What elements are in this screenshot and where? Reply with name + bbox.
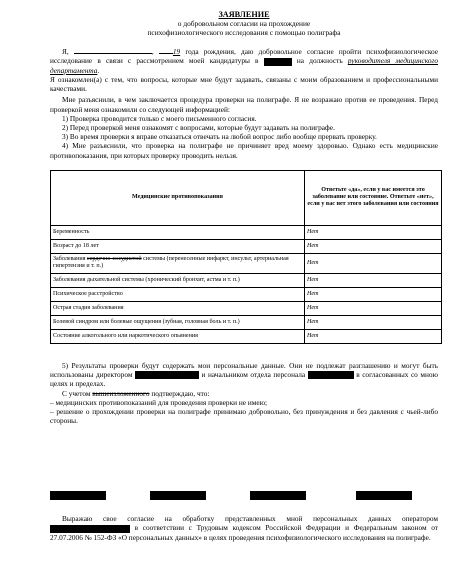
table-cell-condition: Беременность <box>51 225 305 239</box>
table-cell-condition: Психическое расстройство <box>51 287 305 301</box>
document-subtitle-line1: о добровольном согласии на прохождение <box>177 19 311 29</box>
confirm-item-2: – решение о прохождении проверки на полиграфе принимаю добровольно, без принуждения и без давления с чьей-либо стороны. <box>50 406 438 426</box>
table-row <box>51 301 442 315</box>
document-title: ЗАЯВЛЕНИЕ <box>218 10 270 19</box>
confirm-item-1: – медицинских противопоказаний для проведения проверки не имею; <box>50 397 268 407</box>
paragraph-personal-data: 5) Результаты проверки будут содержать мои персональные данные. Они не подлежат разглашению и могут быть использованы директором и начальником отдела персонала в согласованных со мною целях и пределах. <box>50 360 438 389</box>
table-header-answer-instructions: Ответьте «да», если у вас имеется это заболевание или состояние. Ответьте «нет», если у вас нет этого заболевания или состояния <box>305 170 442 225</box>
table-cell-answer: Нет <box>305 273 442 287</box>
table-cell-condition: Заболевания дыхательной системы (хронический бронхит, астма и т. п.) <box>51 273 305 287</box>
table-cell-answer: Нет <box>305 315 442 329</box>
signature-row <box>0 491 460 501</box>
paragraph-confirm: С учетом вышеизложенного подтверждаю, что: <box>62 388 210 398</box>
birth-day-blank <box>159 46 173 54</box>
document-subtitle-line2: психофизиологического исследования с помощью полиграфа <box>147 28 341 38</box>
table-cell-answer: Нет <box>305 225 442 239</box>
info-item-3: 3) Во время проверки я вправе отказаться отвечать на любой вопрос либо вообще прервать проверку. <box>62 132 377 142</box>
table-cell-answer: Нет <box>305 301 442 315</box>
redacted-operator <box>50 525 130 533</box>
table-cell-condition: Острая стадия заболевания <box>51 301 305 315</box>
table-cell-condition: Болевой синдром или болевые ощущения (зубная, головная боль и т. п.) <box>51 315 305 329</box>
table-row <box>51 287 442 301</box>
redacted-organization <box>264 58 292 66</box>
table-row <box>51 329 442 343</box>
consent-paragraph-block <box>50 514 438 542</box>
table-cell-condition: Заболевания сердечно-сосудистой системы (перенесенные инфаркт, инсульт, артериальная гипертензия и т. п.) <box>51 253 305 273</box>
table-cell-condition: Состояние алкогольного или наркотического опьянения <box>51 329 305 343</box>
info-item-2: 2) Перед проверкой меня ознакомят с вопросами, которые будут задавать на полиграфе. <box>62 122 335 132</box>
name-blank <box>74 46 152 54</box>
table-row <box>51 315 442 329</box>
redacted-surname <box>150 491 206 500</box>
table-header-contraindications: Медицинские противопоказания <box>51 170 305 225</box>
paragraph-procedure-explained: Мне разъяснили, в чем заключается процедура проверки на полиграфе. Я не возражаю против ее проведения. Перед проверкой меня ознакомили со следующей информацией: <box>50 95 438 114</box>
table-header-row <box>51 170 442 225</box>
table-cell-answer: Нет <box>305 287 442 301</box>
table-cell-answer: Нет <box>305 329 442 343</box>
birth-year-blank: 19 <box>172 47 181 57</box>
table-cell-condition: Возраст до 18 лет <box>51 239 305 253</box>
contraindications-table <box>50 170 442 344</box>
table-row <box>51 253 442 273</box>
paragraph-data-processing-consent: Выражаю свое согласие на обработку представленных мной персональных данных оператором в соответствии с Трудовым кодексом Российской Федерации и Федеральным законом от 27.07.2006 № 152-ФЗ «О персональных данных» в целях проведения психофизиологического исследования на полиграфе. <box>50 514 438 542</box>
position-name: руководителя медицинского департамента <box>50 56 438 75</box>
table-cell-answer: Нет <box>305 239 442 253</box>
paragraph-questions-info: Я ознакомлен(а) с тем, что вопросы, которые мне будут задавать, связаны с моим образованием и профессиональными качествами. <box>50 74 438 94</box>
table-cell-answer: Нет <box>305 253 442 273</box>
redacted-hr-head <box>308 371 354 379</box>
info-item-1: 1) Проверка проводится только с моего письменного согласия. <box>62 113 257 123</box>
table-row <box>51 273 442 287</box>
redacted-initials <box>250 491 306 500</box>
paragraph-consent-intro: Я, , 19 года рождения, даю добровольное согласие пройти психофизиологическое исследование в связи с рассмотрением моей кандидатуры в на должность руководителя медицинского департамента. <box>50 47 438 75</box>
redacted-director <box>135 371 199 379</box>
table-row <box>51 239 442 253</box>
table-row <box>51 225 442 239</box>
redacted-signature <box>356 491 412 500</box>
redacted-date <box>50 491 106 500</box>
info-item-4: 4) Мне разъяснили, что проверка на полиграфе не причиняет вред моему здоровью. Однако есть медицинские противопоказания, при которых проверку проводить нельзя. <box>50 141 438 160</box>
